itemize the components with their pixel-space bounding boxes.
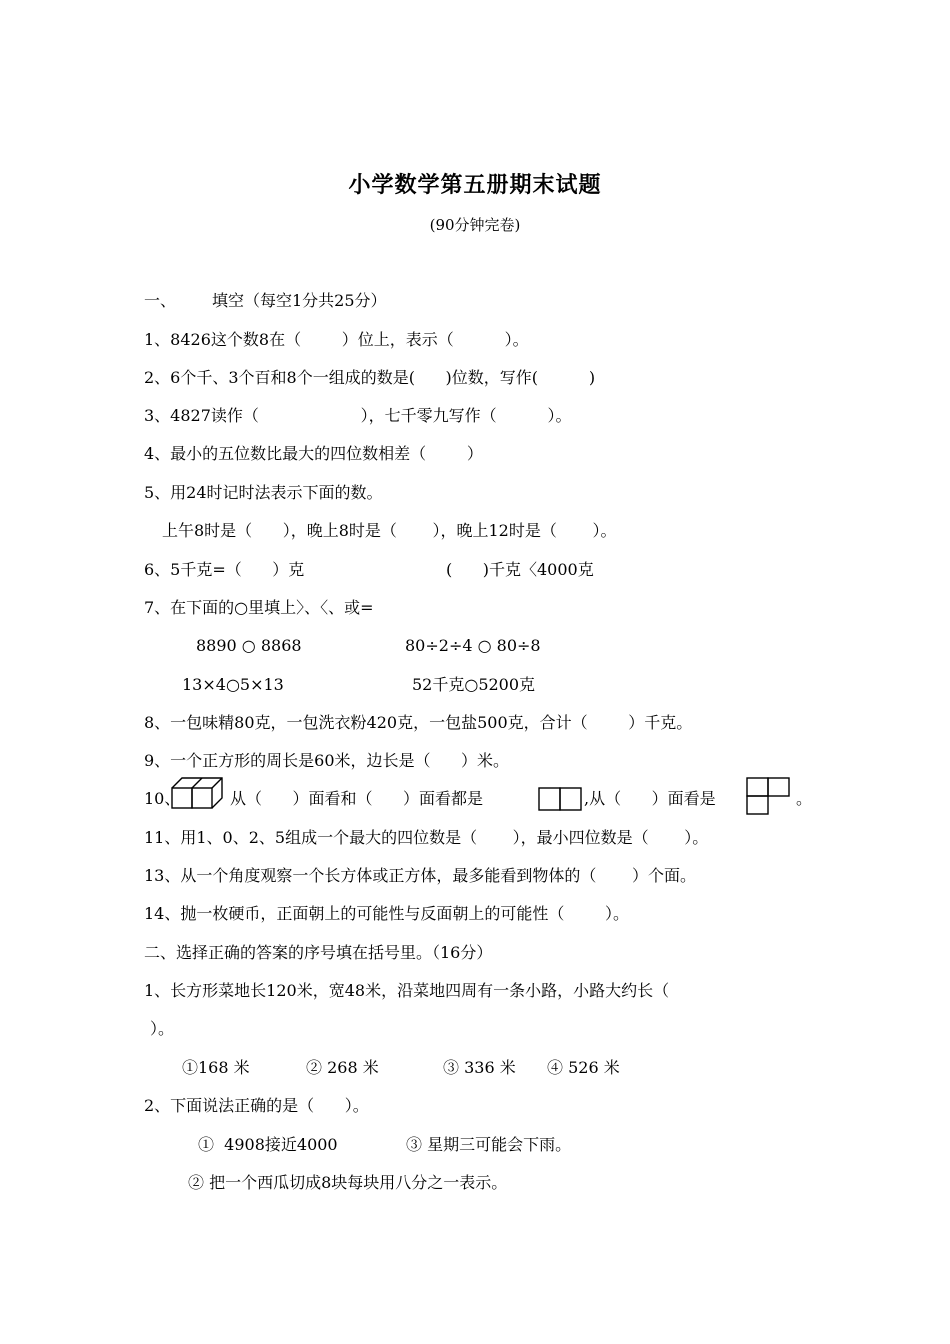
question-1-6b: ( )千克〈4000克: [446, 560, 594, 579]
choice-2-1-b: ② 268 米: [306, 1058, 379, 1077]
section1-heading: 填空（每空1分共25分）: [212, 291, 387, 310]
choice-2-2-b: ② 把一个西瓜切成8块每块用八分之一表示。: [188, 1173, 508, 1192]
question-1-10-text-b: ,从（ ）面看是: [584, 789, 716, 808]
choice-2-1-d: ④ 526 米: [547, 1058, 620, 1077]
l-shape-view-icon: [745, 776, 791, 816]
cubes-figure-icon: [170, 776, 226, 810]
question-1-11: 11、用1、0、2、5组成一个最大的四位数是（ ），最小四位数是（ ）。: [144, 828, 709, 847]
choice-2-2-a: ① 4908接近4000: [198, 1135, 338, 1154]
question-1-1: 1、8426这个数8在（ ）位上，表示（ ）。: [144, 330, 529, 349]
question-1-10-text-a: 从（ ）面看和（ ）面看都是: [230, 789, 484, 808]
two-squares-view-icon: [538, 786, 584, 812]
compare-item-a: 8890 ○ 8868: [196, 636, 302, 655]
question-1-10-end: 。: [796, 789, 813, 808]
question-1-9: 9、一个正方形的周长是60米，边长是（ ）米。: [144, 751, 510, 770]
page-subtitle: (90分钟完卷): [429, 216, 521, 234]
choice-2-2-c: ③ 星期三可能会下雨。: [406, 1135, 572, 1154]
question-2-1-line1: 1、长方形菜地长120米，宽48米，沿菜地四周有一条小路，小路大约长（: [144, 981, 670, 1000]
page-title: 小学数学第五册期末试题: [348, 172, 602, 198]
question-1-4: 4、最小的五位数比最大的四位数相差（ ）: [144, 444, 483, 463]
question-1-6a: 6、5千克=（ ）克: [144, 560, 305, 579]
question-1-2: 2、6个千、3个百和8个一组成的数是( )位数，写作( ): [144, 368, 596, 387]
question-2-1-line2: ）。: [150, 1019, 175, 1038]
question-1-10-number: 10、: [144, 789, 181, 808]
question-1-8: 8、一包味精80克，一包洗衣粉420克，一包盐500克，合计（ ）千克。: [144, 713, 693, 732]
compare-item-d: 52千克○5200克: [412, 675, 536, 694]
choice-2-1-c: ③ 336 米: [443, 1058, 516, 1077]
choice-2-1-a: ①168 米: [182, 1058, 250, 1077]
compare-item-c: 13×4○5×13: [182, 675, 284, 694]
question-1-7: 7、在下面的○里填上〉、〈、或=: [144, 598, 374, 617]
question-1-14: 14、抛一枚硬币，正面朝上的可能性与反面朝上的可能性（ ）。: [144, 904, 630, 923]
question-1-5-sub: 上午8时是（ ），晚上8时是（ ），晚上12时是（ ）。: [162, 521, 617, 540]
section1-heading-number: 一、: [144, 291, 177, 310]
question-1-13: 13、从一个角度观察一个长方体或正方体，最多能看到物体的（ ）个面。: [144, 866, 696, 885]
question-1-5: 5、用24时记时法表示下面的数。: [144, 483, 383, 502]
section2-heading: 二、选择正确的答案的序号填在括号里。（16分）: [144, 943, 493, 962]
question-1-3: 3、4827读作（ ），七千零九写作（ ）。: [144, 406, 572, 425]
question-2-2: 2、下面说法正确的是（ ）。: [144, 1096, 369, 1115]
compare-item-b: 80÷2÷4 ○ 80÷8: [405, 636, 541, 655]
